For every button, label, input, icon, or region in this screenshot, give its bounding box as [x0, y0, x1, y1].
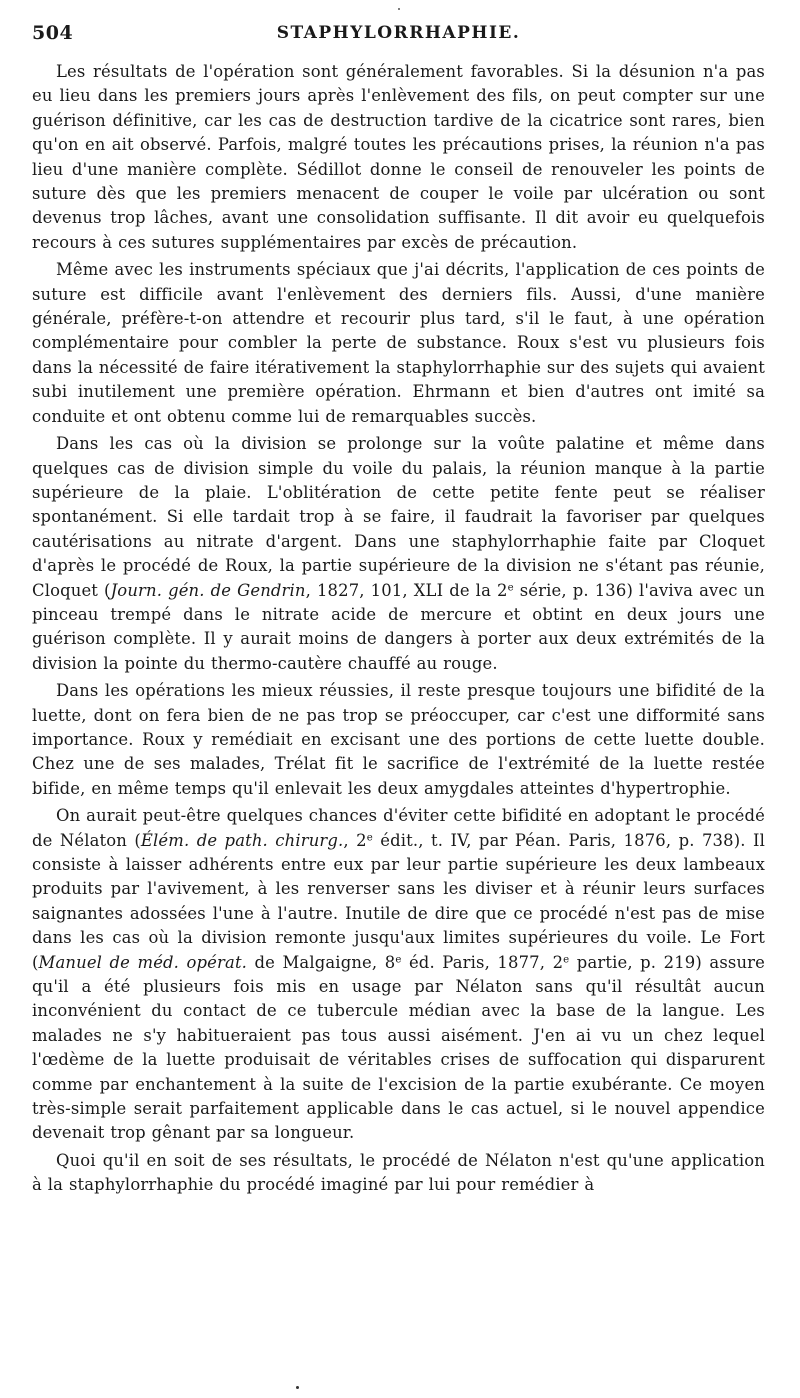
superscript: e	[395, 954, 402, 966]
superscript: e	[563, 954, 570, 966]
text-run: Dans les cas où la division se prolonge sur la voûte palatine et même dans quelques cas de division simple du voile du palais, la réunion manque à la partie supérieure de la plaie. L'oblitération de cette petite fente peut se réaliser spontanément. Si elle tardait trop à se faire, il faudrait la favoriser par quelques cautérisations au nitrate d'argent. Dans une staphylorrhaphie faite par Cloquet d'après le procédé de Roux, la partie supérieure de la division ne s'étant pas réunie, Cloquet (	[32, 434, 765, 600]
running-head	[32, 22, 765, 46]
paragraph	[32, 60, 765, 255]
text-run: série, p. 136) l'aviva avec un pinceau trempé dans le nitrate acide de mercure et obtint en deux jours une guérison complète. Il y aurait moins de dangers à porter aux deux extrémités de la division la pointe du thermo-cautère chauffé au rouge.	[32, 580, 765, 673]
text-run: Dans les opérations les mieux réussies, il reste presque toujours une bifidité de la luette, dont on fera bien de ne pas trop se préoccuper, car c'est une difformité sans importance. Roux y remédiait en excisant une des portions de cette luette double. Chez une de ses malades, Trélat fit le sacrifice de l'extrémité de la luette restée bifide, en même temps qu'il enlevait les deux amygdales atteintes d'hypertrophie.	[32, 681, 765, 798]
superscript: e	[507, 581, 514, 593]
running-title: STAPHYLORRHAPHIE.	[276, 23, 521, 43]
paragraph	[32, 804, 765, 1146]
paragraph	[32, 432, 765, 676]
text-run: partie, p. 219) assure qu'il a été plusieurs fois mis en usage par Nélaton sans qu'il résultât aucun inconvénient du contact de ce tubercule médian avec la base de la langue. Les malades ne s'y habitueraient pas tous aussi aisément. J'en ai vu un chez lequel l'œdème de la luette produisait de véritables crises de suffocation qui disparurent comme par enchantement à la suite de l'excision de la partie exubérante. Ce moyen très-simple serait parfaitement applicable dans le cas actuel, si le nouvel appendice devenait trop gênant par sa longueur.	[32, 952, 765, 1143]
body-text	[32, 60, 765, 1198]
paragraph	[32, 1149, 765, 1198]
citation-title: Manuel de méd. opérat.	[38, 952, 248, 972]
paragraph	[32, 679, 765, 801]
ink-speck	[296, 1386, 299, 1389]
paragraph	[32, 258, 765, 429]
ink-speck	[398, 8, 400, 10]
text-run: éd. Paris, 1877, 2	[401, 952, 564, 972]
text-run: édit., t. IV, par Péan. Paris, 1876, p. 738). Il consiste à laisser adhérents entre eux par leur partie supérieure les deux lambeaux produits par l'avivement, à les renverser sans les diviser et à réunir leurs surfaces saignantes adossées l'une à l'autre. Inutile de dire que ce procédé n'est pas de mise dans les cas où la division remonte jusqu'aux limites supérieures du voile. Le Fort (	[32, 830, 765, 972]
book-page	[32, 22, 765, 1201]
text-run: Quoi qu'il en soit de ses résultats, le procédé de Nélaton n'est qu'une application à la staphylorrhaphie du procédé imaginé par lui pour remédier à	[32, 1150, 765, 1195]
citation-title: Élém. de path. chirurg.	[140, 830, 344, 850]
text-run: Même avec les instruments spéciaux que j'ai décrits, l'application de ces points de suture est difficile avant l'enlèvement des derniers fils. Aussi, d'une manière générale, préfère-t-on attendre et recourir plus tard, s'il le faut, à une opération complémentaire pour combler la perte de substance. Roux s'est vu plusieurs fois dans la nécessité de faire itérativement la staphylorrhaphie sur des sujets qui avaient subi inutilement une première opération. Ehrmann et bien d'autres ont imité sa conduite et ont obtenu comme lui de remarquables succès.	[32, 260, 765, 426]
citation-title: Journ. gén. de Gendrin	[110, 580, 306, 600]
text-run: , 1827, 101, XLI de la 2	[305, 580, 508, 600]
superscript: e	[366, 832, 373, 844]
text-run: de Malgaigne, 8	[247, 952, 396, 972]
page-number: 504	[32, 22, 74, 44]
text-run: On aurait peut-être quelques chances d'éviter cette bifidité en adoptant le procédé de Nélaton (	[32, 806, 765, 850]
text-run: Les résultats de l'opération sont généralement favorables. Si la désunion n'a pas eu lieu dans les premiers jours après l'enlèvement des fils, on peut compter sur une guérison définitive, car les cas de destruction tardive de la cicatrice sont rares, bien qu'on en ait observé. Parfois, malgré toutes les précautions prises, la réunion n'a pas lieu d'une manière complète. Sédillot donne le conseil de renouveler les points de suture dès que les premiers menacent de couper le voile par ulcération ou sont devenus trop lâches, avant une consolidation suffisante. Il dit avoir eu quelquefois recours à ces sutures supplémentaires par excès de précaution.	[32, 62, 765, 252]
text-run: , 2	[343, 830, 367, 850]
